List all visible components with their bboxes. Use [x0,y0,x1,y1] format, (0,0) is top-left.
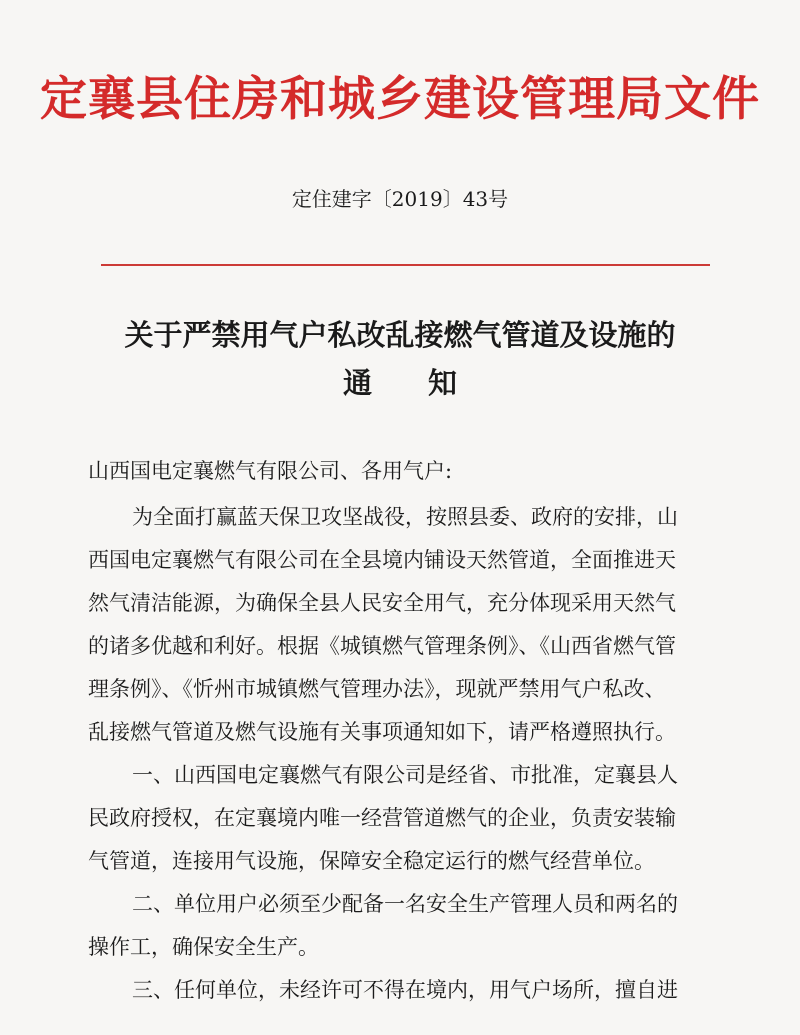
body-line: 乱接燃气管道及燃气设施有关事项通知如下，请严格遵照执行。 [88,720,676,744]
body-line: 二、单位用户必须至少配备一名安全生产管理人员和两名的 [132,892,678,916]
notice-title-line-2 [0,364,800,402]
body-line: 的诸多优越和利好。根据《城镇燃气管理条例》、《山西省燃气管 [88,634,676,658]
notice-title-line-1: 关于严禁用气户私改乱接燃气管道及设施的 [124,318,676,352]
body-line: 气管道，连接用气设施，保障安全稳定运行的燃气经营单位。 [88,849,655,873]
notice-title-char-1: 通 [342,366,372,400]
red-divider-line [101,264,710,266]
body-line: 理条例》、《忻州市城镇燃气管理办法》，现就严禁用气户私改、 [88,677,666,701]
body-line: 三、任何单位，未经许可不得在境内，用气户场所，擅自进 [132,978,678,1002]
body-line: 然气清洁能源，为确保全县人民安全用气，充分体现采用天然气 [88,591,676,615]
body-line: 西国电定襄燃气有限公司在全县境内铺设天然管道，全面推进天 [88,548,676,572]
body-line: 一、山西国电定襄燃气有限公司是经省、市批准，定襄县人 [132,763,678,787]
body-line: 民政府授权，在定襄境内唯一经营管道燃气的企业，负责安装输 [88,806,676,830]
issuer-masthead: 定襄县住房和城乡建设管理局文件 [40,72,760,127]
body-line: 操作工，确保安全生产。 [88,935,319,959]
addressee: 山西国电定襄燃气有限公司、各用气户: [88,459,453,483]
notice-title-char-2: 知 [428,366,458,400]
body-line: 为全面打赢蓝天保卫攻坚战役，按照县委、政府的安排，山 [132,505,678,529]
document-number: 定住建字〔2019〕43号 [291,187,509,211]
